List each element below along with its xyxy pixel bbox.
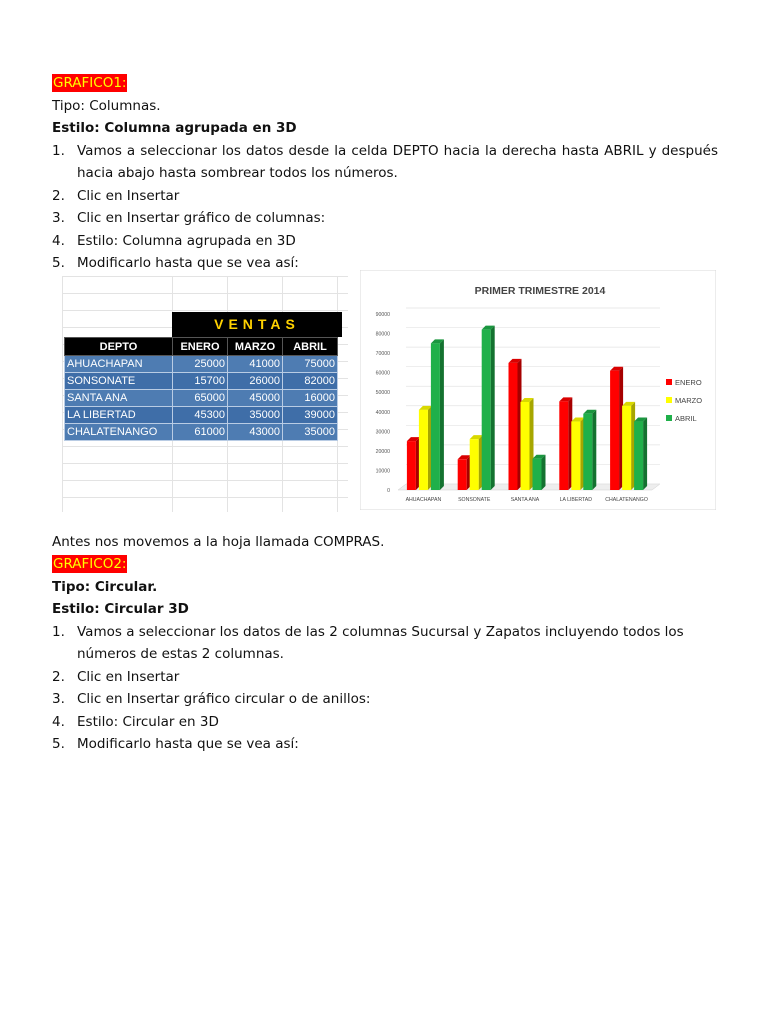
gridline	[62, 276, 63, 512]
bar	[509, 363, 518, 490]
grafico2-section	[52, 553, 718, 756]
grafico1-steps	[52, 140, 718, 275]
step-number: 4.	[52, 232, 65, 249]
bar	[583, 414, 592, 490]
table-cell: 16000	[283, 390, 338, 407]
x-tick-label: SANTA ANA	[510, 497, 540, 503]
step-item	[52, 140, 718, 185]
table-row	[65, 407, 338, 424]
legend-swatch	[666, 415, 672, 421]
spreadsheet-image	[62, 276, 348, 512]
bar	[559, 401, 568, 490]
y-tick-label: 40000	[375, 409, 390, 416]
gridline	[62, 446, 348, 447]
table-cell: SANTA ANA	[65, 390, 173, 407]
step-text: Clic en Insertar	[77, 187, 180, 204]
step-item	[52, 207, 718, 230]
bar	[482, 330, 491, 490]
step-number: 3.	[52, 210, 65, 226]
between-text: Antes nos movemos a la hoja llamada COMPRAS.	[52, 534, 385, 550]
bar	[431, 343, 440, 490]
gridline	[62, 310, 348, 311]
column-header: MARZO	[228, 338, 283, 356]
table-cell: 41000	[228, 356, 283, 373]
step-number: 2.	[52, 668, 65, 685]
y-tick-label: 70000	[375, 351, 390, 358]
table-cell: 39000	[283, 407, 338, 424]
table-cell: 25000	[173, 356, 228, 373]
grafico2-tipo: Tipo: Circular.	[52, 578, 158, 595]
legend-label: ABRIL	[675, 414, 697, 423]
table-row	[65, 356, 338, 373]
legend-swatch	[666, 397, 672, 403]
bar-side	[542, 455, 546, 490]
column-header: ENERO	[173, 338, 228, 356]
table-cell: AHUACHAPAN	[65, 356, 173, 373]
x-tick-label: AHUACHAPAN	[405, 497, 442, 503]
bar	[419, 410, 428, 490]
bar	[458, 459, 467, 490]
grafico2-steps	[52, 621, 718, 756]
table-header-row	[65, 338, 338, 356]
step-text: Clic en Insertar gráfico de columnas:	[77, 210, 326, 226]
step-item	[52, 621, 718, 666]
step-number: 1.	[52, 142, 65, 159]
bar-side	[491, 326, 495, 490]
table-row	[65, 390, 338, 407]
grafico1-tag: GRAFICO1:	[53, 75, 127, 91]
table-cell: 35000	[228, 407, 283, 424]
x-tick-label: CHALATENANGO	[605, 497, 648, 503]
y-tick-label: 0	[387, 488, 390, 494]
table-cell: 15700	[173, 373, 228, 390]
bar	[521, 402, 530, 490]
table-cell: CHALATENANGO	[65, 424, 173, 441]
bar	[571, 422, 580, 490]
bar	[533, 459, 542, 490]
step-text: Clic en Insertar gráfico circular o de anillos:	[77, 691, 371, 707]
column-chart	[360, 270, 716, 510]
grafico1-section	[52, 72, 718, 275]
bar	[622, 406, 631, 490]
y-tick-label: 50000	[375, 390, 390, 397]
gridline	[62, 497, 348, 498]
step-item	[52, 688, 718, 711]
step-text: Modificarlo hasta que se vea así:	[77, 255, 299, 271]
table-cell: 61000	[173, 424, 228, 441]
step-number: 2.	[52, 187, 65, 204]
gridline	[62, 276, 348, 277]
step-text: Vamos a seleccionar los datos desde la celda DEPTO hacia la derecha hasta ABRIL y después hacia abajo hasta sombrear todos los números.	[77, 142, 718, 181]
table-cell: LA LIBERTAD	[65, 407, 173, 424]
table-cell: 65000	[173, 390, 228, 407]
y-tick-label: 60000	[375, 370, 390, 377]
column-header: DEPTO	[65, 338, 173, 356]
step-text: Vamos a seleccionar los datos de las 2 columnas Sucursal y Zapatos incluyendo todos los números de estas 2 columnas.	[77, 623, 684, 662]
step-text: Estilo: Circular en 3D	[77, 713, 219, 730]
step-text: Modificarlo hasta que se vea así:	[77, 736, 299, 752]
table-cell: 45300	[173, 407, 228, 424]
ventas-header: VENTAS	[172, 312, 342, 337]
step-number: 3.	[52, 691, 65, 707]
step-number: 5.	[52, 255, 65, 271]
y-tick-label: 30000	[375, 429, 390, 436]
grafico2-estilo: Estilo: Circular 3D	[52, 601, 189, 617]
grafico1-tipo: Tipo: Columnas.	[52, 97, 161, 114]
table-cell: 35000	[283, 424, 338, 441]
legend-label: ENERO	[675, 378, 702, 387]
column-header: ABRIL	[283, 338, 338, 356]
table-cell: 43000	[228, 424, 283, 441]
bar-side	[592, 410, 596, 490]
table-row	[65, 424, 338, 441]
y-tick-label: 80000	[375, 331, 390, 338]
table-cell: 75000	[283, 356, 338, 373]
y-tick-label: 90000	[375, 312, 390, 318]
bar	[610, 371, 619, 490]
step-item	[52, 230, 718, 253]
step-item	[52, 666, 718, 689]
gridline	[62, 480, 348, 481]
bar-side	[643, 418, 647, 490]
step-text: Clic en Insertar	[77, 668, 180, 685]
step-number: 5.	[52, 736, 65, 752]
gridline	[62, 463, 348, 464]
x-tick-label: SONSONATE	[458, 497, 491, 503]
x-tick-label: LA LIBERTAD	[559, 497, 592, 503]
table-cell: 45000	[228, 390, 283, 407]
step-item	[52, 185, 718, 208]
table-cell: SONSONATE	[65, 373, 173, 390]
chart-title: PRIMER TRIMESTRE 2014	[474, 285, 606, 297]
legend-swatch	[666, 379, 672, 385]
step-item	[52, 733, 718, 756]
table-cell: 82000	[283, 373, 338, 390]
bar	[634, 422, 643, 490]
y-tick-label: 20000	[375, 448, 390, 455]
grafico2-tag: GRAFICO2:	[53, 556, 127, 572]
step-item	[52, 711, 718, 734]
bar	[470, 439, 479, 490]
bar	[407, 441, 416, 490]
step-number: 1.	[52, 623, 65, 640]
table-cell: 26000	[228, 373, 283, 390]
step-text: Estilo: Columna agrupada en 3D	[77, 232, 296, 249]
gridline	[62, 293, 348, 294]
table-row	[65, 373, 338, 390]
grafico1-estilo: Estilo: Columna agrupada en 3D	[52, 120, 297, 136]
step-number: 4.	[52, 713, 65, 730]
bar-side	[440, 339, 444, 490]
legend-label: MARZO	[675, 396, 703, 405]
sales-table	[64, 337, 338, 441]
y-tick-label: 10000	[375, 468, 390, 475]
